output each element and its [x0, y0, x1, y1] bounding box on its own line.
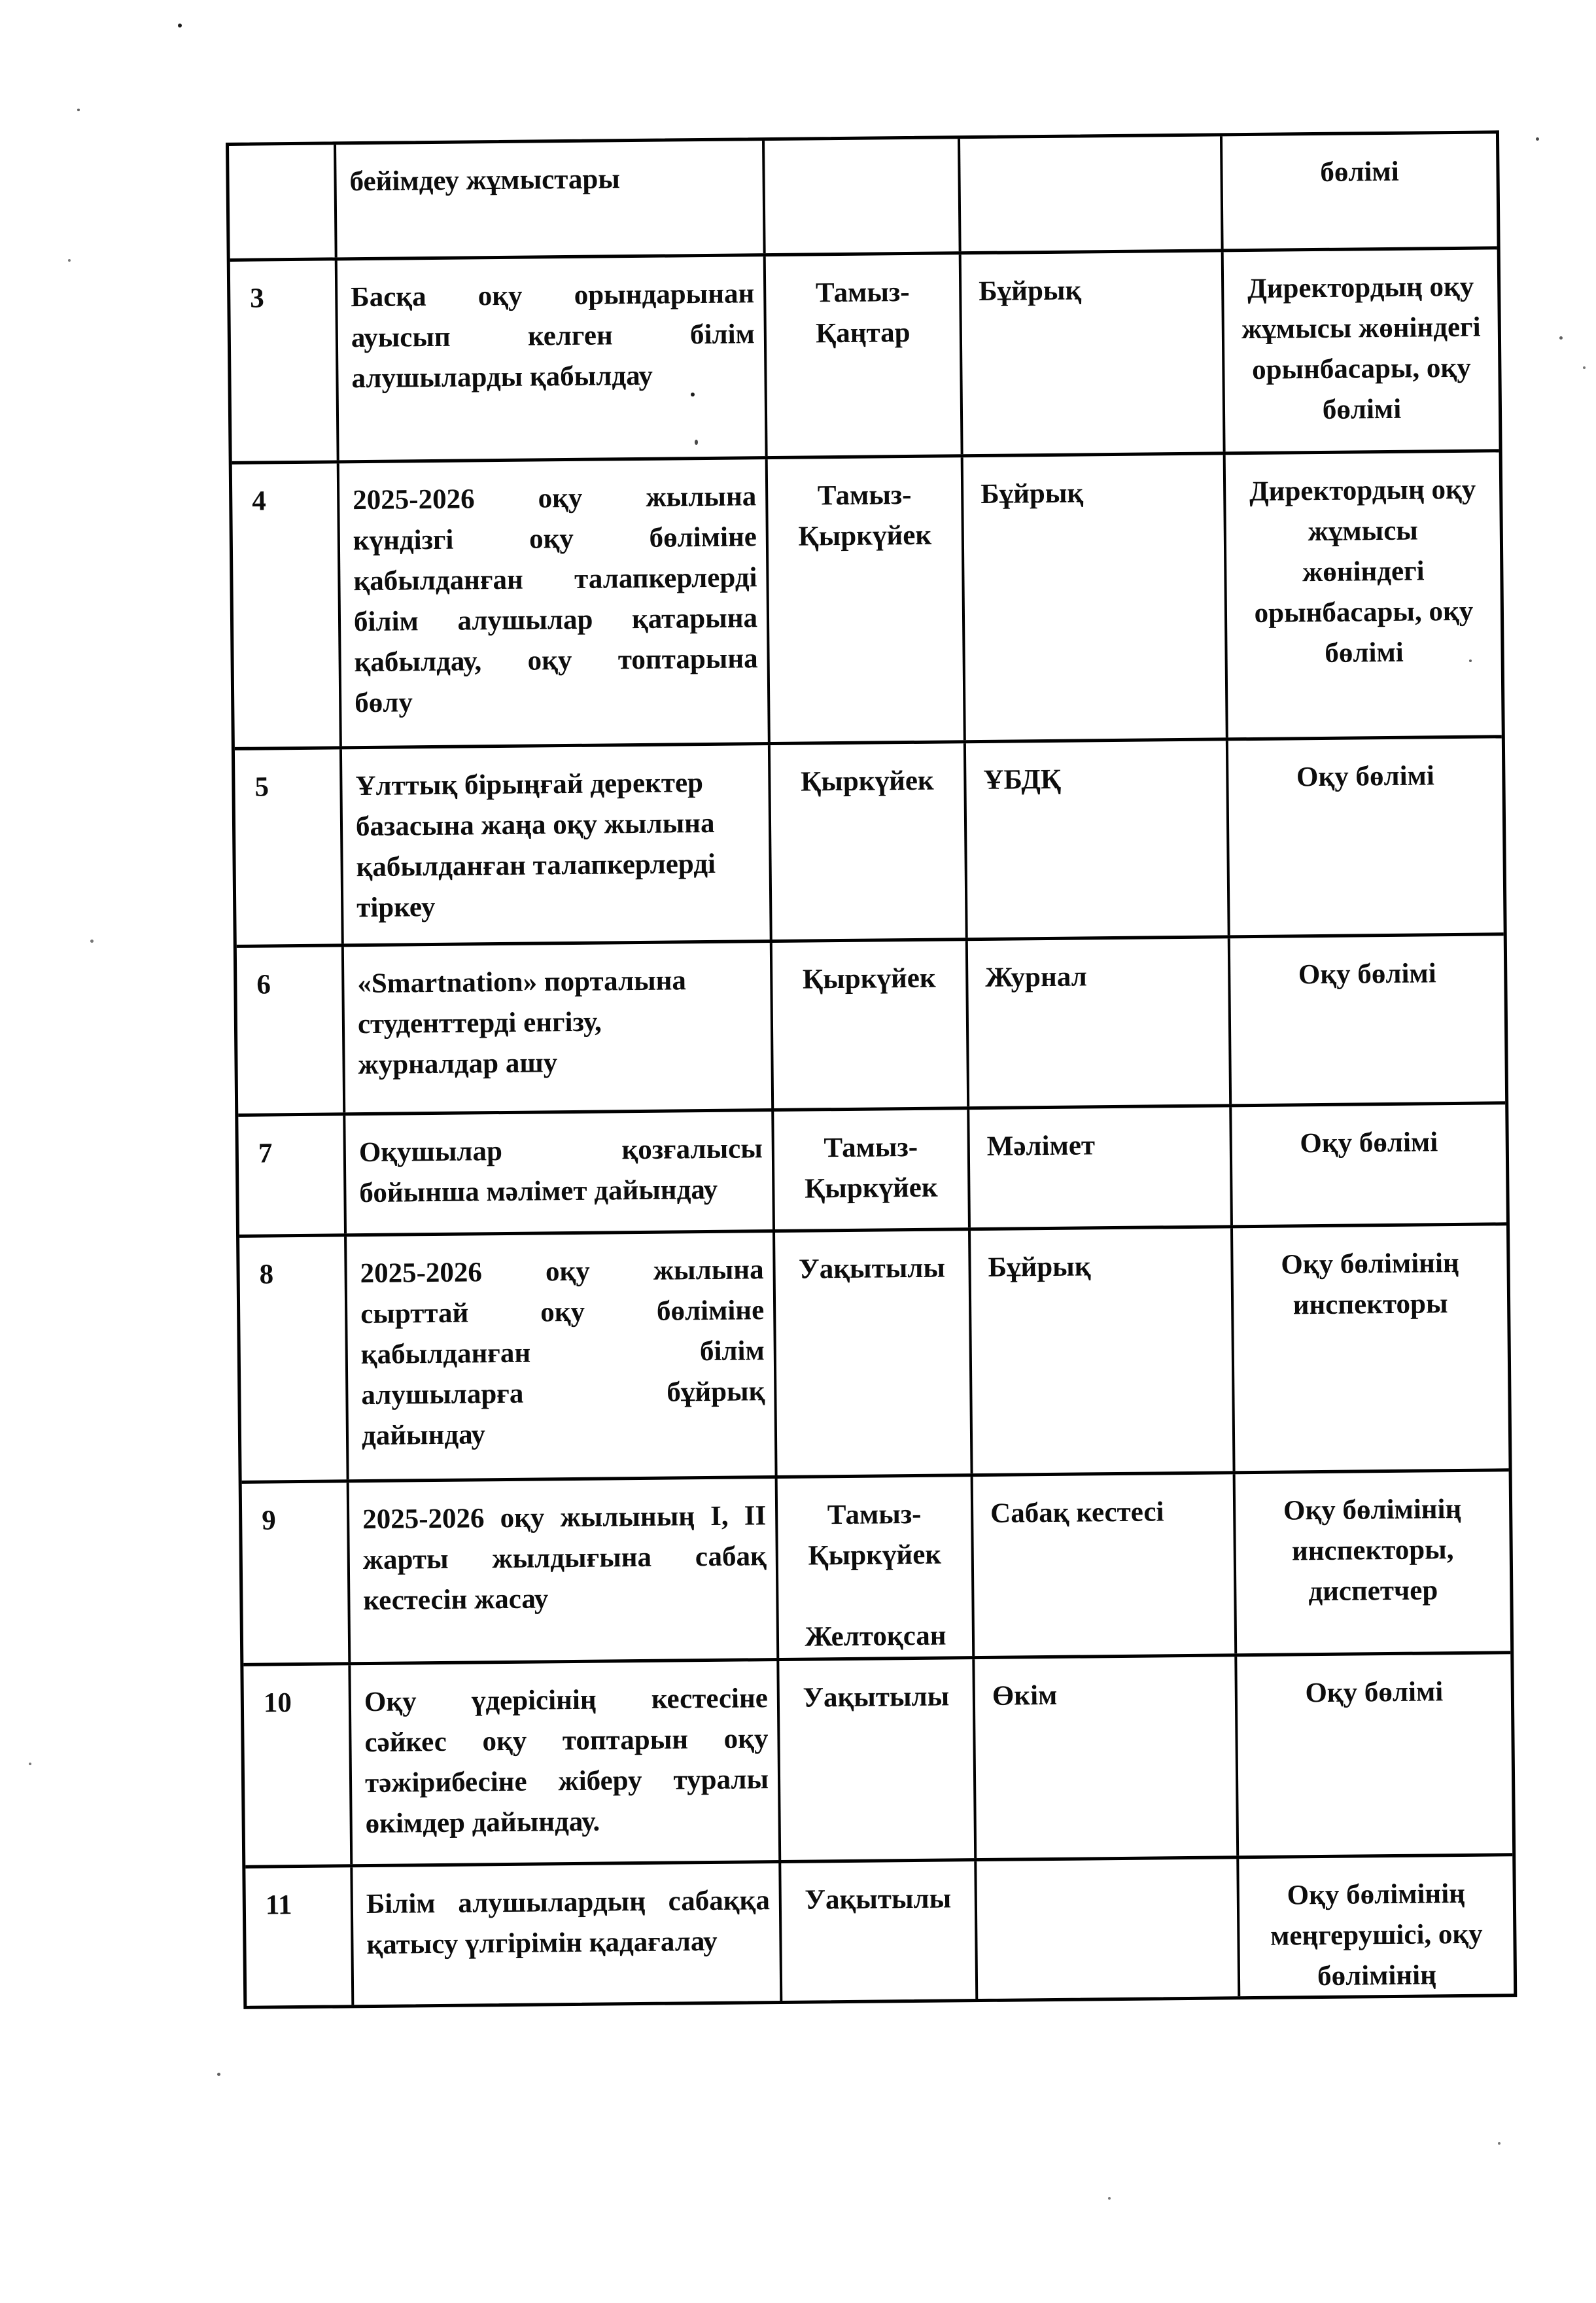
task-line: қабылданған талапкерлерді	[356, 848, 716, 883]
responsible-cell	[1223, 133, 1497, 249]
responsible-line: Оқу бөлімі	[1305, 1676, 1444, 1709]
task-cell	[345, 1112, 775, 1233]
row-number-cell: 8	[239, 1237, 349, 1481]
responsible-cell	[1230, 936, 1505, 1104]
task-line: дайындау	[361, 1419, 486, 1452]
responsible-line: жөніндегі	[1302, 555, 1425, 588]
period-line: Тамыз-	[824, 1131, 918, 1164]
task-line: Білім алушылардың сабаққа	[366, 1885, 771, 1920]
responsible-line: бөлімі	[1322, 393, 1402, 425]
result-cell	[960, 136, 1224, 251]
result-line: Журнал	[985, 961, 1087, 993]
task-line: кестесін жасау	[363, 1583, 549, 1617]
table-row-continuation	[229, 133, 1497, 258]
scan-speck	[77, 109, 80, 111]
responsible-line: меңгерушісі, оқу	[1270, 1918, 1483, 1952]
responsible-line: орынбасары, оқу	[1254, 595, 1474, 629]
row-number-cell: 9	[242, 1483, 351, 1663]
table-row-3	[230, 246, 1499, 461]
period-cell	[772, 941, 969, 1108]
scan-speck	[29, 1763, 31, 1765]
period-cell	[774, 1110, 971, 1229]
task-cell	[342, 745, 772, 943]
task-cell	[336, 141, 766, 257]
result-line	[994, 1876, 1231, 1918]
result-line: Бұйрық	[980, 478, 1084, 510]
task-line: бөлу	[355, 687, 413, 719]
task-line: бойынша мәлімет дайындау	[359, 1174, 718, 1209]
task-line: сырттай оқу бөліміне	[360, 1295, 765, 1330]
period-line: Уақытылы	[803, 1681, 950, 1714]
task-cell	[339, 459, 771, 746]
scan-speck	[691, 393, 695, 396]
responsible-line: Оқу бөлімі	[1298, 958, 1436, 991]
period-line: Қыркүйек	[808, 1539, 942, 1572]
result-cell	[968, 938, 1232, 1106]
responsible-cell	[1237, 1654, 1512, 1855]
task-line: қабылданған білім	[360, 1335, 765, 1371]
task-cell	[347, 1233, 778, 1479]
task-cell	[349, 1479, 780, 1662]
period-line: Қыркүйек	[798, 519, 932, 552]
scan-speck	[1108, 2197, 1111, 2200]
result-cell	[971, 1228, 1236, 1473]
task-line: Оқу үдерісінің кестесіне	[364, 1683, 769, 1718]
responsible-line: бөлімінің	[1317, 1960, 1437, 1992]
responsible-line: инспекторы,	[1291, 1534, 1454, 1567]
scan-speck	[90, 940, 94, 943]
task-line: «Smartnation» порталына	[357, 965, 687, 1000]
task-line: күндізгі оқу бөліміне	[353, 521, 757, 557]
result-line: Бұйрық	[979, 275, 1082, 307]
task-line: тіркеу	[356, 891, 436, 924]
table-row-7	[238, 1101, 1506, 1235]
scan-speck	[1583, 366, 1586, 369]
scan-speck	[178, 24, 182, 27]
responsible-line: диспетчер	[1308, 1575, 1438, 1608]
result-cell	[969, 1107, 1233, 1227]
task-line: қабылданған талапкерлерді	[353, 562, 757, 597]
period-cell	[778, 1477, 975, 1658]
row-number-cell: 4	[232, 463, 342, 747]
task-line: қатысу үлгірімін қадағалау	[366, 1925, 718, 1961]
period-cell	[775, 1231, 973, 1475]
responsible-cell	[1232, 1104, 1506, 1225]
responsible-cell	[1236, 1471, 1511, 1653]
responsible-line: Оқу бөлімінің	[1283, 1493, 1462, 1526]
result-line: Бұйрық	[988, 1251, 1091, 1283]
task-line: жарты жылдығына сабақ	[362, 1541, 767, 1576]
result-cell	[966, 741, 1230, 938]
row-number-cell: 3	[230, 260, 339, 461]
period-line: Қаңтар	[815, 317, 911, 349]
period-line	[782, 1575, 968, 1617]
period-line: Қыркүйек	[804, 1172, 938, 1204]
task-line: 2025-2026 оқу жылына	[360, 1254, 764, 1290]
responsible-line: Директордың оқу	[1247, 271, 1474, 305]
table-row-8	[239, 1222, 1509, 1481]
task-line: тәжірибесіне жіберу туралы	[364, 1764, 769, 1799]
scan-speck	[1559, 336, 1563, 340]
responsible-line: Оқу бөлімі	[1296, 760, 1434, 793]
responsible-cell	[1226, 452, 1502, 737]
task-line: Ұлттық бірыңғай деректер	[355, 767, 704, 802]
row-number-cell: 6	[237, 947, 345, 1114]
responsible-cell	[1228, 738, 1504, 935]
task-line: сәйкес оқу топтарын оқу	[364, 1723, 769, 1759]
task-line: бейімдеу жұмыстары	[349, 164, 621, 198]
period-cell	[779, 1659, 977, 1860]
row-number-cell: 10	[243, 1665, 353, 1865]
period-cell	[765, 139, 962, 253]
task-line: базасына жаңа оқу жылына	[355, 807, 715, 843]
result-line: ҰБДҚ	[983, 764, 1062, 796]
task-line: студенттерді енгізу,	[357, 1006, 602, 1040]
table-row-6	[237, 932, 1505, 1114]
task-line: қабылдау, оқу топтарына	[354, 643, 758, 678]
responsible-line: бөлімі	[1320, 156, 1399, 188]
row-number-cell: 7	[238, 1116, 347, 1235]
responsible-line: бөлімі	[1325, 637, 1404, 669]
responsible-line: Директордың оқу	[1249, 474, 1476, 507]
task-line: алушыларды қабылдау	[351, 360, 653, 395]
task-cell	[338, 256, 768, 460]
task-line: Оқушылар қозғалысы	[358, 1133, 763, 1169]
period-cell	[768, 457, 966, 742]
responsible-line: Оқу бөлімінің	[1287, 1878, 1466, 1911]
task-cell	[353, 1863, 782, 2005]
task-line: 2025-2026 оқу жылына	[353, 481, 757, 516]
scan-speck	[1469, 659, 1472, 662]
period-line: Тамыз-	[817, 479, 912, 512]
work-plan-table	[226, 130, 1517, 2009]
scan-speck	[1536, 137, 1539, 141]
responsible-cell	[1233, 1225, 1509, 1471]
table-row-9	[242, 1468, 1511, 1663]
responsible-line: жұмысы	[1308, 515, 1419, 548]
scan-speck	[68, 259, 71, 262]
scan-speck	[217, 2073, 220, 2076]
result-line: Өкім	[992, 1679, 1058, 1712]
period-cell	[781, 1861, 978, 2001]
task-line: білім алушылар қатарына	[353, 603, 758, 638]
period-cell	[771, 743, 968, 940]
result-cell	[973, 1474, 1238, 1656]
result-cell	[962, 252, 1226, 454]
period-line: Желтоқсан	[805, 1620, 946, 1653]
result-line: Мәлімет	[986, 1130, 1096, 1162]
period-cell	[766, 255, 963, 456]
table-row-10	[243, 1651, 1512, 1865]
row-number-cell	[229, 145, 338, 258]
result-cell	[975, 1657, 1239, 1858]
task-line: 2025-2026 оқу жылының I, II	[362, 1500, 767, 1536]
scan-speck	[1498, 2142, 1501, 2145]
period-line: Уақытылы	[798, 1252, 946, 1285]
responsible-line: жұмысы жөніндегі	[1241, 311, 1481, 345]
task-line: журналдар ашу	[358, 1047, 558, 1081]
table-row-4	[232, 449, 1502, 747]
result-cell	[977, 1859, 1240, 1999]
task-line: өкімдер дайындау.	[365, 1806, 600, 1840]
task-line: Басқа оқу орындарынан	[351, 278, 755, 313]
responsible-cell	[1224, 249, 1499, 451]
period-line: Тамыз-	[815, 276, 910, 309]
table-row-11	[245, 1853, 1514, 2006]
period-line: Қыркүйек	[800, 765, 934, 798]
responsible-cell	[1239, 1856, 1514, 1996]
period-line: Уақытылы	[805, 1883, 952, 1916]
task-cell	[351, 1661, 781, 1864]
responsible-line: Оқу бөлімі	[1300, 1127, 1438, 1159]
result-cell	[963, 455, 1228, 740]
scan-speck	[695, 440, 698, 445]
period-line: Тамыз-	[827, 1498, 922, 1531]
task-line: алушыларға бұйрық	[361, 1376, 765, 1411]
task-cell	[344, 943, 774, 1112]
responsible-line: орынбасары, оқу	[1251, 352, 1471, 385]
row-number-cell: 11	[245, 1867, 354, 2006]
task-line: ауысып келген білім	[351, 319, 755, 354]
responsible-line: Оқу бөлімінің	[1281, 1247, 1459, 1280]
row-number-cell: 5	[235, 749, 344, 945]
period-line: Қыркүйек	[802, 962, 936, 995]
result-line: Сабақ кестесі	[990, 1496, 1164, 1529]
responsible-line: инспекторы	[1292, 1288, 1448, 1321]
table-row-5	[235, 735, 1504, 945]
